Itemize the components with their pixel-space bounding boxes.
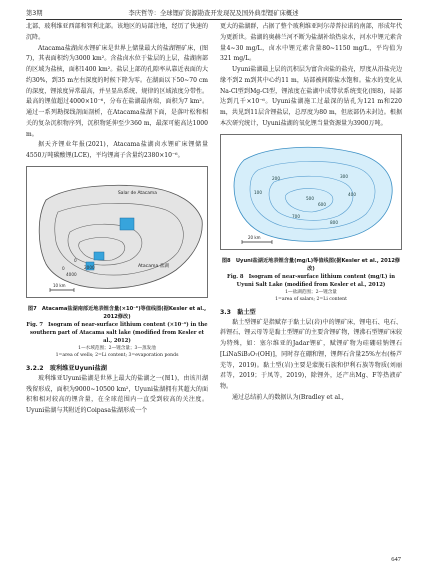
figure-legend-zh: 1—盐湖范围；2—锂含量 xyxy=(285,289,337,295)
paragraph: Atacama盐湖卤水锂矿床是世界上储量最大的盐湖锂矿床，(图7)，其表面积约为3000 km²。含盐卤水位于盐层的上层，盐湖南部的区域为盐核，面积1400 km²。盐层上部的孔隙率从靠近表面的大约30%，到35 m左右深度的时候下降为零。在湖面以下50~70 cm的深度，锂浓度异常最高，并呈显出系统、规律的区域浓度分带性。最高的锂值超过4000×10⁻⁶，分布在盐湖最南端，面积为7 km²。通过一系列勘探线剖面剖析，在Atacama盐湖下面，是落叶松和相关的复杂沉积物序列，沉积物延伸至少360 m，最深可能高达1000 m。 xyxy=(26,44,208,138)
contour-label-400: 400 xyxy=(348,191,356,197)
contour-label-500: 500 xyxy=(306,195,314,201)
paragraph: Uyuni盐湖最上层的沉积层为富含卤盐的盐壳，厚度从沿盐壳边缘不到2 m到其中心约11 m，局部被间隙盐水饱和。盐水的变化从Na-Cl型到Mg-Cl型，锂浓度在盐湖中成带状系统变化(图8)，局部达到几千×10⁻⁶。Uyuni盐湖施工过最深的钻孔为121 m和220 m，共见到11层含锂盐层，总厚度为80 m，但底部仍未封边。根据本次研究统计，Uyuni盐湖的氧化锂当量资源量为3900万吨。 xyxy=(220,66,402,127)
scale-label: 10 km xyxy=(53,282,66,288)
running-title: 李庆哲等：全球锂矿资源勘查开发现况及国外典型锂矿床概述 xyxy=(128,10,299,17)
contour-label-100: 100 xyxy=(254,189,262,195)
figure-8-map xyxy=(220,134,402,250)
figure-legend-en: 1=area of salars; 2=Li content xyxy=(275,296,347,302)
section-heading: 3.3 黏土型 xyxy=(220,308,256,316)
figure-7 xyxy=(26,166,208,359)
paragraph: 通过总结前人的数据认为(Bradley et al., xyxy=(232,393,344,401)
figure-7-map xyxy=(26,166,208,298)
figure-legend-zh: 1—水域范围；2—锂含量；3—蒸发池 xyxy=(78,345,156,351)
contour-label-800: 800 xyxy=(330,219,338,225)
lake-label: Atacama 盐湖 xyxy=(138,263,169,269)
contour-label-600: 600 xyxy=(318,201,326,207)
contour-label-2000: 2000 xyxy=(84,264,95,270)
paragraph: 黏土型锂矿是指赋存于黏土层(岩)中的锂矿床，锂电石、电石、斜锂石、锂云母等是黏土型锂矿的主要含锂矿物，锂沸石型锂矿床较为特殊，如：塞尔维亚的Jadar锂矿，赋锂矿物为硅硼硅钠锂石[LiNaSiB₃O₇(OH)]，同时存在硼和锂，锂辉石含量25%左右(杨芦芜等，2019)。黏土型(岩)主要是蒙脱石族和伊利石族等物质(刘丽君等，2019；于凤等，2019)，除锂外，还产出Mg、F等热液矿物。 xyxy=(220,318,402,390)
figure-legend-en: 1=area of wells; 2=Li content; 3=evaporation ponds xyxy=(55,352,179,358)
page-header xyxy=(0,0,427,24)
figure-caption-zh: 图8 Uyuni盐湖近地表锂含量(mg/L)等值线图(据Kesler et al., 2012修改) xyxy=(221,257,401,272)
figure-8 xyxy=(220,134,402,303)
contour-label-0: 0 xyxy=(62,265,65,271)
paragraph: 玻利维亚Uyuni盐湖是世界上最大的盐湖之一(图1)，由该川湖残留形成，面积为9000~10500 km²，Uyuni盐湖拥有其超大的面积和相对较高的锂含量，在全球范围内一直受到较高的关注度。Uyuni盐湖与其附近的Coipasa盐湖形成一个 xyxy=(26,374,208,414)
contour-label-4000: 4000 xyxy=(66,271,77,277)
paragraph: 据天齐锂业年报(2021)，Atacama盐湖卤水锂矿床锂储量4550万吨碳酸锂(LCE)，平均锂离子含量约2380×10⁻⁶。 xyxy=(26,141,208,159)
figure-caption-zh: 图7 Atacama盐湖南部近地表锂含量(×10⁻⁶)等值线图(据Kesler et al., 2012修改) xyxy=(27,305,207,320)
contour-label-700: 700 xyxy=(292,213,300,219)
contour-label-300: 300 xyxy=(340,173,348,179)
scale-label: 20 km xyxy=(248,234,261,240)
salar-label: Salar de Atacama xyxy=(118,190,157,196)
header-rule xyxy=(26,19,402,20)
right-column xyxy=(220,22,402,404)
figure-caption-en: Fig. 7 Isogram of near-surface lithium content (×10⁻⁶) in the southern part of Atacama salt lake (modified from Kesler et al., 2012) xyxy=(26,321,208,344)
figure-caption-en: Fig. 8 Isogram of near-surface lithium content (mg/L) in Uyuni Salt Lake (modified from Kesler et al., 2012) xyxy=(227,273,395,288)
contour-label-0b: 0 xyxy=(74,257,77,263)
paragraph: 更大的盐湖群，占据了整个玻利维亚阿尔蒂普拉诺的南部，形成年代为更新世。盐湖的奥赫兰河不断为盐湖补给热泉水，河水中锂元素含量4~30 mg/L，卤水中锂元素含量80~1150 mg/L，平均值为321 mg/L。 xyxy=(220,23,402,63)
left-column xyxy=(26,22,208,417)
page-number: 647 xyxy=(391,556,401,563)
contour-label-200: 200 xyxy=(272,175,280,181)
paragraph: 北部、玻利维亚西部和智利北部。该地区的局部注地，经历了快速的沉降。 xyxy=(26,23,208,41)
section-heading: 3.2.2 玻利维亚Uyuni盐湖 xyxy=(26,364,107,372)
journal-issue: 第3期 xyxy=(26,10,43,17)
